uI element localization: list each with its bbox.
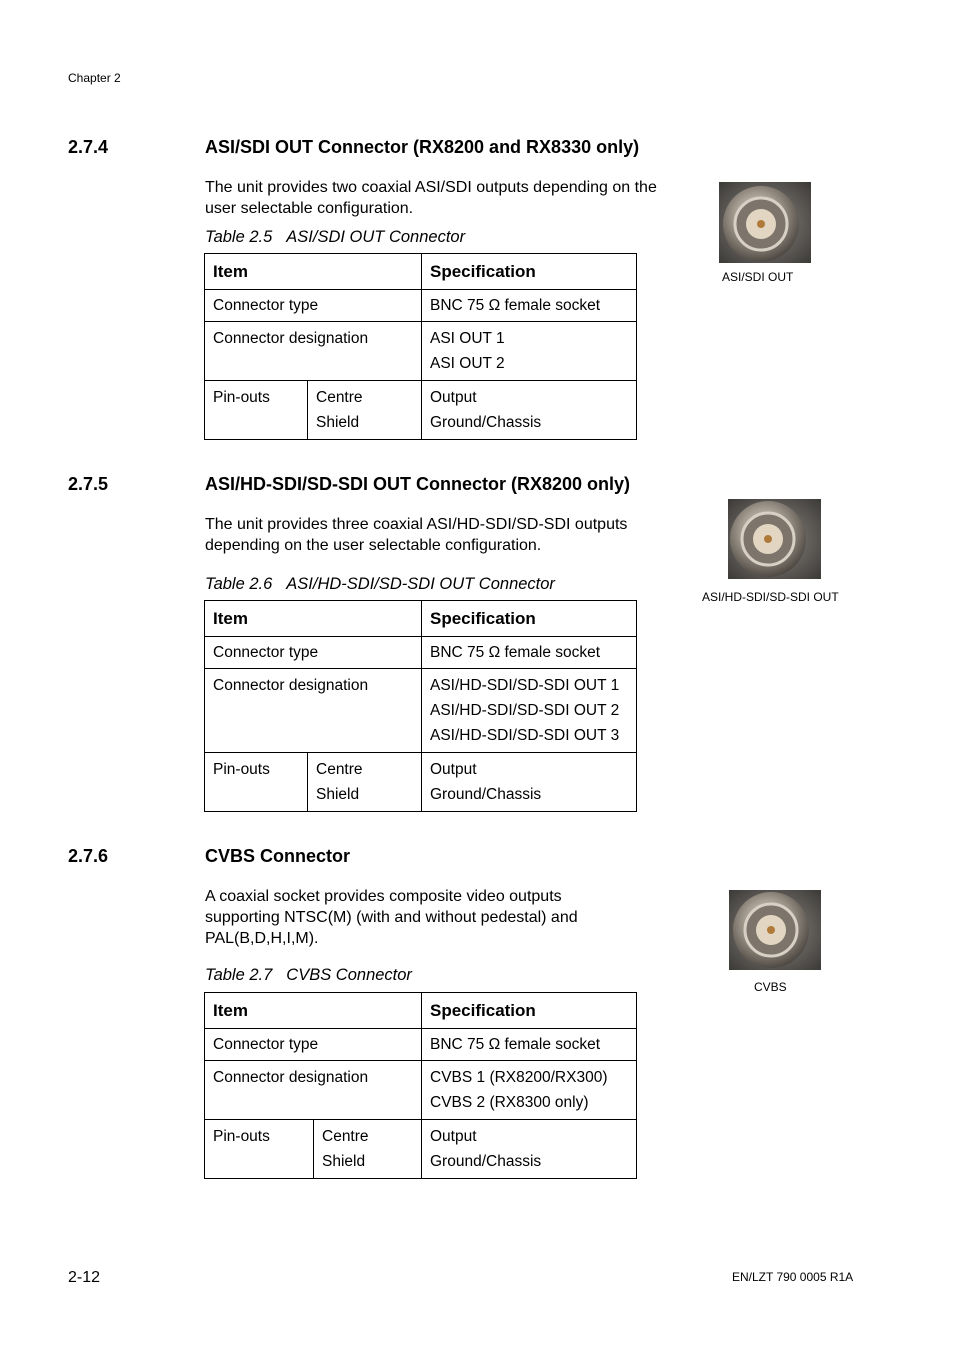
row-label: Connector type xyxy=(205,637,422,669)
row-label: Pin-outs xyxy=(205,753,308,812)
row-value: Output Ground/Chassis xyxy=(422,753,637,812)
table-caption-text: ASI/HD-SDI/SD-SDI OUT Connector xyxy=(286,575,555,593)
section-paragraph: The unit provides two coaxial ASI/SDI outputs depending on the user selectable configuration. xyxy=(205,179,657,217)
spec-table xyxy=(204,600,637,812)
table-head-item: Item xyxy=(205,254,422,290)
bnc-connector-photo xyxy=(729,890,821,970)
section-paragraph: A coaxial socket provides composite video outputs supporting NTSC(M) (with and without pedestal) and PAL(B,D,H,I,M). xyxy=(205,888,578,947)
pin-names: Centre Shield xyxy=(308,381,422,440)
page-number: 2-12 xyxy=(68,1269,101,1286)
row-label: Pin-outs xyxy=(205,381,308,440)
section-number: 2.7.6 xyxy=(68,846,109,866)
table-caption-number: Table 2.7 xyxy=(205,966,273,984)
table-head-specification: Specification xyxy=(422,254,637,290)
table-head-item: Item xyxy=(205,601,422,637)
row-label: Connector designation xyxy=(205,1061,422,1120)
bnc-connector-photo xyxy=(719,182,811,263)
row-value: ASI/HD-SDI/SD-SDI OUT 1 ASI/HD-SDI/SD-SDI OUT 2 ASI/HD-SDI/SD-SDI OUT 3 xyxy=(422,669,637,753)
section-number: 2.7.4 xyxy=(68,137,109,157)
row-value: BNC 75 Ω female socket xyxy=(422,1029,637,1061)
table-head-specification: Specification xyxy=(422,993,637,1029)
connector-photo-label: CVBS xyxy=(754,980,787,994)
row-value: BNC 75 Ω female socket xyxy=(422,637,637,669)
table-caption xyxy=(205,966,412,985)
row-value: BNC 75 Ω female socket xyxy=(422,290,637,322)
row-value: Output Ground/Chassis xyxy=(422,1120,637,1179)
table-caption xyxy=(205,228,465,247)
document-id: EN/LZT 790 0005 R1A xyxy=(732,1270,854,1284)
row-value: ASI OUT 1 ASI OUT 2 xyxy=(422,322,637,381)
row-label: Connector type xyxy=(205,1029,422,1061)
row-label: Connector designation xyxy=(205,322,422,381)
section-title: CVBS Connector xyxy=(205,846,351,866)
connector-photo-label: ASI/HD-SDI/SD-SDI OUT xyxy=(702,590,839,604)
row-label: Pin-outs xyxy=(205,1120,314,1179)
pin-names: Centre Shield xyxy=(314,1120,422,1179)
table-caption xyxy=(205,575,555,594)
table-head-item: Item xyxy=(205,993,422,1029)
section-paragraph: The unit provides three coaxial ASI/HD-SDI/SD-SDI outputs depending on the user selectable configuration. xyxy=(205,516,628,554)
row-value: Output Ground/Chassis xyxy=(422,381,637,440)
table-caption-text: CVBS Connector xyxy=(286,966,412,984)
table-caption-number: Table 2.6 xyxy=(205,575,273,593)
section-title: ASI/HD-SDI/SD-SDI OUT Connector (RX8200 only) xyxy=(205,474,631,494)
row-value: CVBS 1 (RX8200/RX300) CVBS 2 (RX8300 only) xyxy=(422,1061,637,1120)
bnc-connector-photo xyxy=(728,499,821,579)
table-head-specification: Specification xyxy=(422,601,637,637)
table-caption-number: Table 2.5 xyxy=(205,228,273,246)
table-caption-text: ASI/SDI OUT Connector xyxy=(286,228,466,246)
pin-names: Centre Shield xyxy=(308,753,422,812)
chapter-header: Chapter 2 xyxy=(68,71,121,85)
section-title: ASI/SDI OUT Connector (RX8200 and RX8330 only) xyxy=(205,137,640,157)
spec-table xyxy=(204,992,637,1179)
spec-table xyxy=(204,253,637,440)
row-label: Connector type xyxy=(205,290,422,322)
connector-photo-label: ASI/SDI OUT xyxy=(722,270,794,284)
section-number: 2.7.5 xyxy=(68,474,109,494)
row-label: Connector designation xyxy=(205,669,422,753)
